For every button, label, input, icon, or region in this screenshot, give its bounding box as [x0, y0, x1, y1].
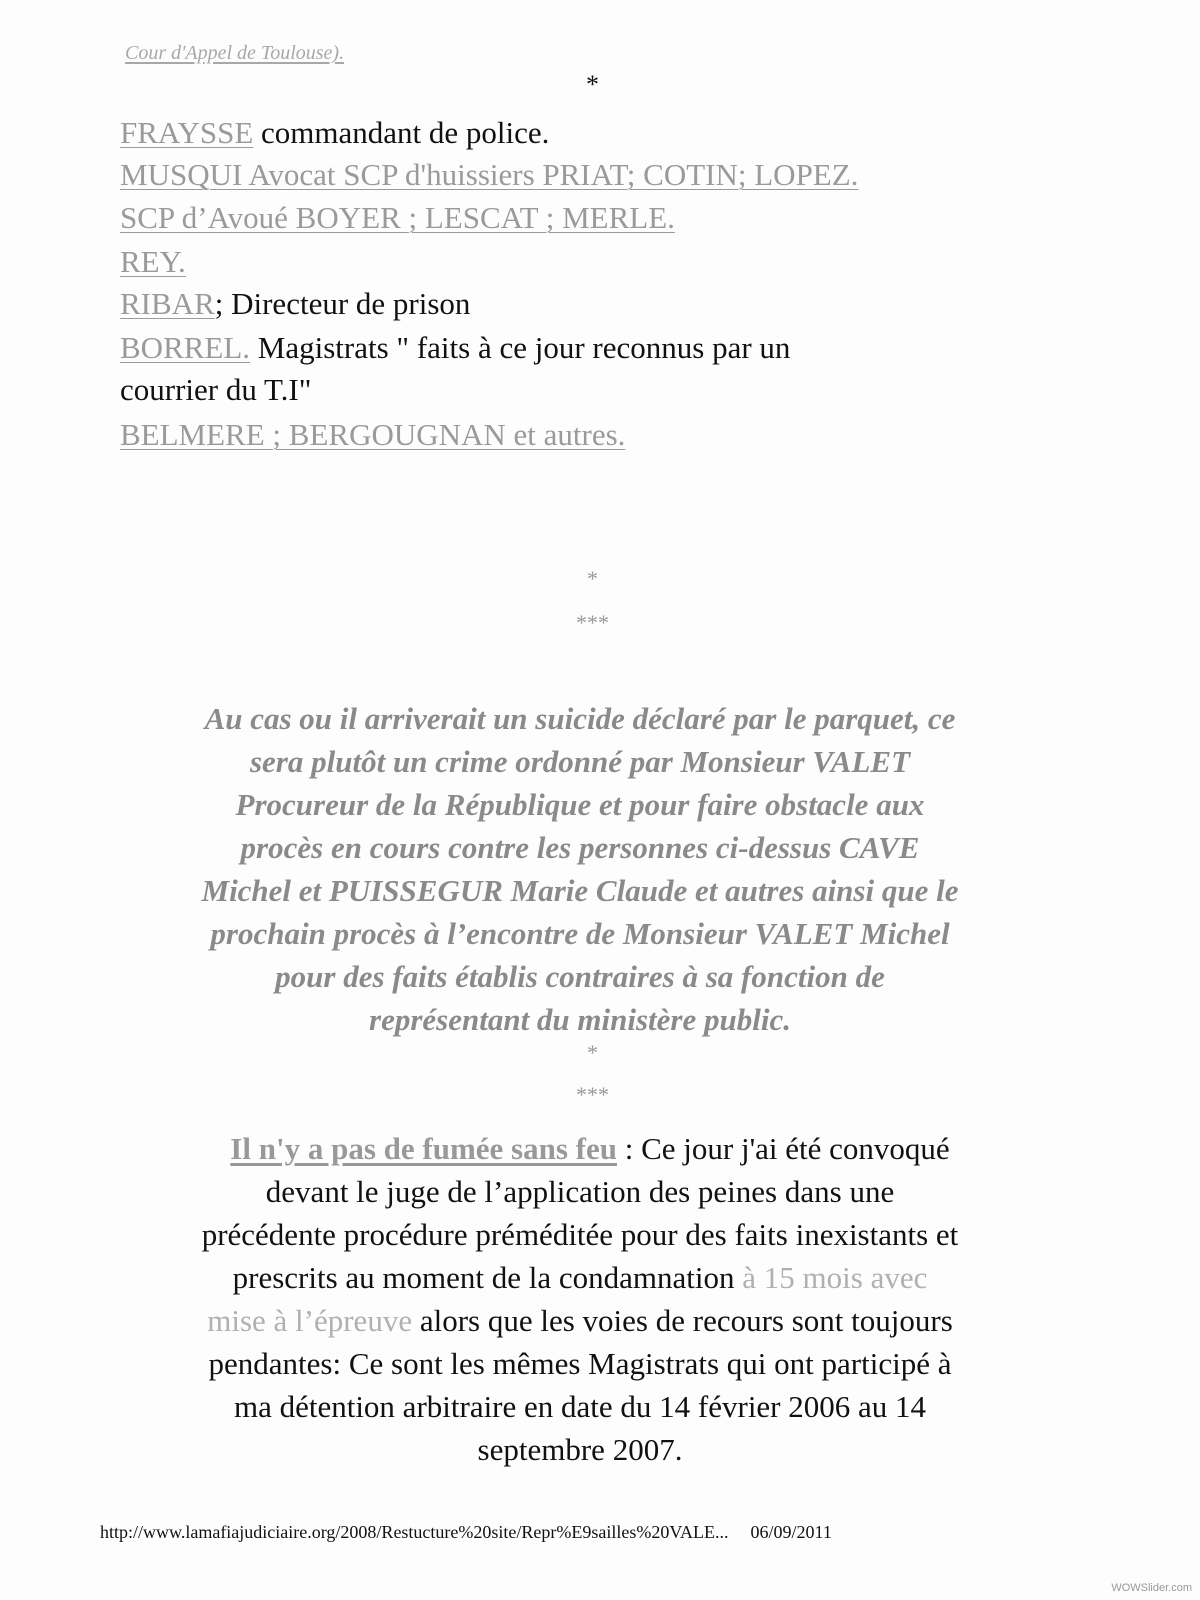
- name-line: RIBAR; Directeur de prison: [120, 286, 471, 321]
- separator-triple-star: ***: [576, 1082, 609, 1107]
- name-line: SCP d’Avoué BOYER ; LESCAT ; MERLE.: [120, 200, 675, 235]
- warning-line: Procureur de la République et pour faire obstacle aux: [235, 787, 925, 822]
- name-line: REY.: [120, 244, 186, 279]
- name-line: courrier du T.I": [120, 372, 312, 407]
- final-line: devant le juge de l’application des peines dans une: [265, 1174, 895, 1209]
- footer-date: 06/09/2011: [750, 1522, 832, 1542]
- warning-line: procès en cours contre les personnes ci-dessus CAVE: [240, 830, 920, 865]
- name-line: FRAYSSE commandant de police.: [120, 115, 550, 150]
- warning-line: représentant du ministère public.: [369, 1002, 791, 1037]
- final-line: septembre 2007.: [477, 1432, 683, 1467]
- final-line: prescrits au moment de la condamnation à 15 mois avec: [232, 1260, 928, 1295]
- final-line: précédente procédure préméditée pour des faits inexistants et: [201, 1217, 959, 1252]
- separator-star: *: [587, 1040, 598, 1065]
- warning-line: Au cas ou il arriverait un suicide déclaré par le parquet, ce: [204, 701, 956, 736]
- warning-line: prochain procès à l’encontre de Monsieur VALET Michel: [210, 916, 950, 951]
- print-footer: [100, 1522, 832, 1543]
- final-line: mise à l’épreuve alors que les voies de recours sont toujours: [207, 1303, 953, 1338]
- footer-url: http://www.lamafiajudiciaire.org/2008/Restucture%20site/Repr%E9sailles%20VALE...: [100, 1522, 729, 1542]
- name-line: MUSQUI Avocat SCP d'huissiers PRIAT; COTIN; LOPEZ.: [120, 157, 859, 192]
- name-line: BORREL. Magistrats " faits à ce jour reconnus par un: [120, 330, 791, 365]
- separator-triple-star: ***: [576, 610, 609, 635]
- warning-line: pour des faits établis contraires à sa fonction de: [275, 959, 885, 994]
- warning-line: Michel et PUISSEGUR Marie Claude et autres ainsi que le: [201, 873, 959, 908]
- name-line: BELMERE ; BERGOUGNAN et autres.: [120, 417, 626, 452]
- separator-star: *: [586, 70, 599, 99]
- final-line: Il n'y a pas de fumée sans feu : Ce jour j'ai été convoqué: [230, 1131, 950, 1166]
- warning-line: sera plutôt un crime ordonné par Monsieur VALET: [249, 744, 911, 779]
- final-line: pendantes: Ce sont les mêmes Magistrats qui ont participé à: [208, 1346, 952, 1381]
- separator-star: *: [587, 566, 598, 591]
- watermark: WOWSlider.com: [1111, 1582, 1192, 1594]
- header-fragment: Cour d'Appel de Toulouse).: [125, 42, 345, 64]
- final-line: ma détention arbitraire en date du 14 février 2006 au 14: [233, 1389, 927, 1424]
